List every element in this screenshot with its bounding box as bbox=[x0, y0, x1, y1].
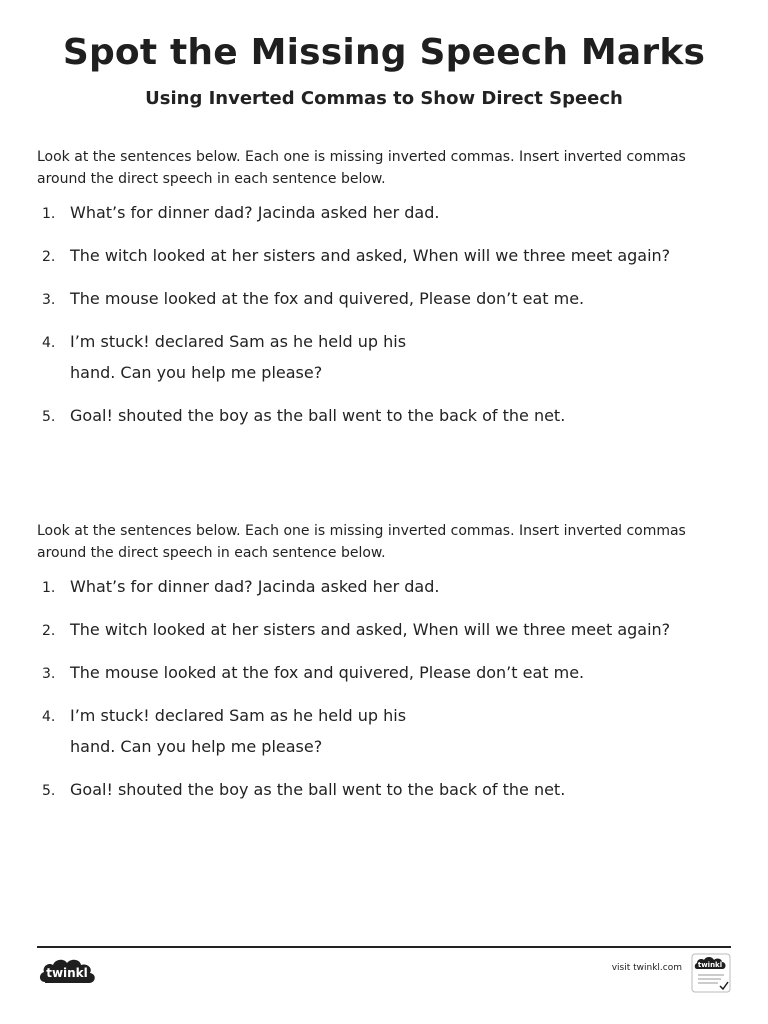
cloud-logo-icon bbox=[37, 954, 99, 990]
item-number: 4. bbox=[42, 709, 56, 725]
item-text: The witch looked at her sisters and asked, When will we three meet again? bbox=[70, 246, 671, 265]
item-number: 4. bbox=[42, 335, 56, 351]
item-text-continued: hand. Can you help me please? bbox=[70, 363, 323, 382]
item-text: I’m stuck! declared Sam as he held up his bbox=[70, 332, 407, 351]
exercise-section-2 bbox=[37, 520, 727, 822]
item-text: Goal! shouted the boy as the ball went to the back of the net. bbox=[70, 406, 566, 425]
item-number: 3. bbox=[42, 292, 56, 308]
list-item bbox=[37, 288, 727, 310]
item-text: The mouse looked at the fox and quivered, Please don’t eat me. bbox=[70, 289, 585, 308]
svg-text:twinkl: twinkl bbox=[697, 961, 723, 969]
list-item bbox=[37, 662, 727, 684]
footer-divider bbox=[37, 946, 731, 948]
badge-icon bbox=[691, 953, 731, 993]
page-title: Spot the Missing Speech Marks bbox=[62, 32, 706, 73]
sentence-list bbox=[37, 202, 727, 427]
item-number: 1. bbox=[42, 206, 56, 222]
item-number: 5. bbox=[42, 409, 56, 425]
item-number: 2. bbox=[42, 249, 56, 265]
page-subtitle: Using Inverted Commas to Show Direct Speech bbox=[145, 88, 623, 109]
twinkl-logo[interactable] bbox=[37, 954, 99, 990]
item-text: What’s for dinner dad? Jacinda asked her dad. bbox=[70, 203, 440, 222]
item-text: The mouse looked at the fox and quivered, Please don’t eat me. bbox=[70, 663, 585, 682]
list-item bbox=[37, 576, 727, 598]
item-number: 1. bbox=[42, 580, 56, 596]
item-text-continued: hand. Can you help me please? bbox=[70, 737, 323, 756]
sentence-list bbox=[37, 576, 727, 801]
list-item bbox=[37, 245, 727, 267]
list-item bbox=[37, 779, 727, 801]
item-text: Goal! shouted the boy as the ball went to the back of the net. bbox=[70, 780, 566, 799]
list-item bbox=[37, 705, 727, 758]
item-number: 2. bbox=[42, 623, 56, 639]
item-number: 3. bbox=[42, 666, 56, 682]
item-text: I’m stuck! declared Sam as he held up his bbox=[70, 706, 407, 725]
instructions: Look at the sentences below. Each one is missing inverted commas. Insert inverted commas around the direct speech in each sentence below. bbox=[37, 149, 686, 187]
twinkl-badge bbox=[691, 953, 731, 993]
instructions: Look at the sentences below. Each one is missing inverted commas. Insert inverted commas around the direct speech in each sentence below. bbox=[37, 523, 686, 561]
list-item bbox=[37, 202, 727, 224]
item-number: 5. bbox=[42, 783, 56, 799]
list-item bbox=[37, 619, 727, 641]
visit-link[interactable]: visit twinkl.com bbox=[611, 963, 682, 973]
svg-text:twinkl: twinkl bbox=[46, 966, 88, 980]
item-text: What’s for dinner dad? Jacinda asked her dad. bbox=[70, 577, 440, 596]
list-item bbox=[37, 405, 727, 427]
exercise-section-1 bbox=[37, 146, 727, 448]
item-text: The witch looked at her sisters and asked, When will we three meet again? bbox=[70, 620, 671, 639]
list-item bbox=[37, 331, 727, 384]
